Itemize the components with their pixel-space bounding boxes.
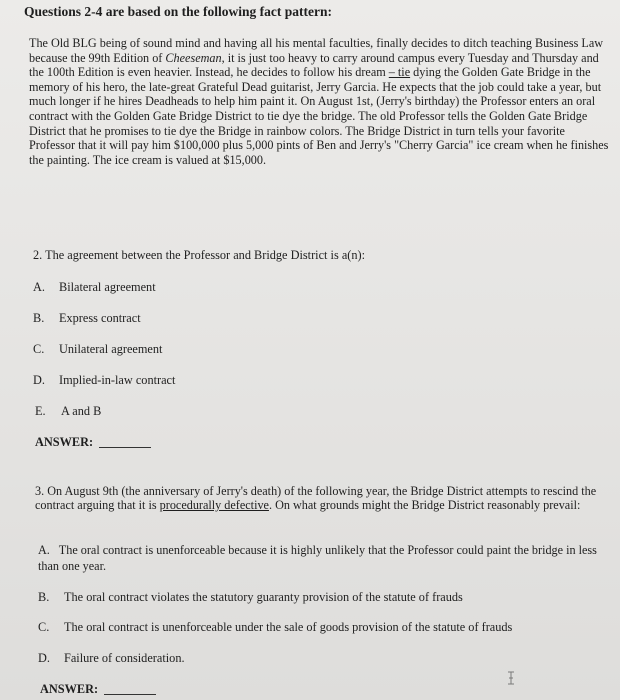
option-text: The oral contract violates the statutory guaranty provision of the statute of frauds <box>64 590 463 604</box>
question-2-answer <box>35 435 151 450</box>
fact-pattern-dash: – tie <box>388 65 411 80</box>
question-3-option-a[interactable] <box>38 542 604 574</box>
option-letter: D. <box>33 373 45 387</box>
question-3-option-c[interactable] <box>38 620 512 635</box>
question-3-text-1: 3. On August 9th (the anniversary of Jerry's death) of the following year, the Bridge District attempts to rescind the contract arguing that it is <box>35 484 597 513</box>
option-text: The oral contract is unenforceable under the sale of goods provision of the statute of frauds <box>64 620 513 634</box>
section-header: Questions 2-4 are based on the following fact pattern: <box>24 4 332 19</box>
question-2-option-a[interactable] <box>33 280 156 295</box>
answer-label: ANSWER: <box>40 682 99 696</box>
book-title: Cheeseman <box>165 50 222 65</box>
option-letter: A. <box>38 543 50 557</box>
question-2-option-c[interactable] <box>33 342 162 357</box>
option-letter: E. <box>35 404 46 418</box>
option-letter: D. <box>38 651 50 665</box>
question-3-stem <box>35 484 605 513</box>
option-letter: B. <box>38 590 50 604</box>
fact-pattern-paragraph <box>29 36 613 167</box>
text-cursor-icon-glyph <box>505 671 517 685</box>
answer-blank-field[interactable] <box>99 437 151 448</box>
fact-pattern-text-2: , it is just too heavy to carry around campus every Tuesday and Thursday and the 100th Edition is even heavier. Instead, he decides to follow his dream <box>29 50 599 80</box>
option-letter: C. <box>38 620 50 634</box>
option-text: Express contract <box>59 311 141 325</box>
fact-pattern-text-1: The Old BLG being of sound mind and having all his mental faculties, finally decides to ditch teaching Business Law because the 99th Edition of <box>29 36 604 65</box>
question-2-option-e[interactable] <box>35 404 101 419</box>
answer-label: ANSWER: <box>35 435 94 449</box>
question-3-option-d[interactable] <box>38 651 185 666</box>
option-text: Unilateral agreement <box>59 342 163 356</box>
question-3-underlined-term: procedurally defective <box>159 498 269 513</box>
answer-blank-field[interactable] <box>104 684 156 695</box>
option-text: Bilateral agreement <box>59 280 156 294</box>
option-letter: A. <box>33 280 45 294</box>
question-2-option-d[interactable] <box>33 373 175 388</box>
option-letter: C. <box>33 342 45 356</box>
question-2-stem: 2. The agreement between the Professor and Bridge District is a(n): <box>33 248 366 262</box>
text-cursor-icon <box>505 671 517 685</box>
option-text: Implied-in-law contract <box>59 373 176 387</box>
option-text: Failure of consideration. <box>64 651 185 665</box>
question-3-option-b[interactable] <box>38 590 463 605</box>
option-text: The oral contract is unenforceable because it is highly unlikely that the Professor could paint the bridge in less than one year. <box>38 543 597 573</box>
question-2-option-b[interactable] <box>33 311 141 326</box>
question-3-text-2: . On what grounds might the Bridge District reasonably prevail: <box>268 498 581 513</box>
question-3-answer <box>40 682 156 697</box>
option-text: A and B <box>61 404 102 418</box>
option-letter: B. <box>33 311 45 325</box>
fact-pattern-text-3: dying the Golden Gate Bridge in the memory of his hero, the late-great Grateful Dead guitarist, Jerry Garcia. He expects that the job could take a year, but much longer if he hires Deadheads to help him paint it. On August 1st, (Jerry's birthday) the Professor enters an oral contract with the Golden Gate Bridge District to tie dye the bridge. The old Professor tells the Golden Gate Bridge District that he promises to tie dye the Bridge in rainbow colors. The Bridge District in turn tells your favorite Professor that it will pay him $100,000 plus 5,000 pints of Ben and Jerry's "Cherry Garcia" ice cream when he finishes the painting. The ice cream is valued at $15,000. <box>29 65 609 167</box>
